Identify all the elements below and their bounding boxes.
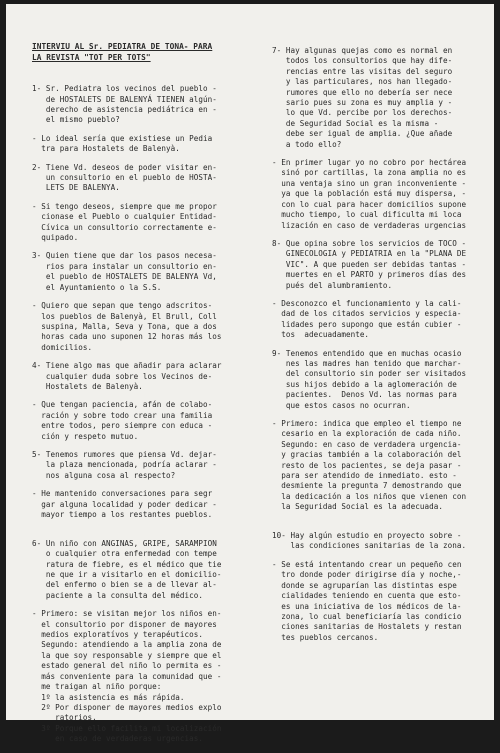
text-line: la dedicación a los niños que vienen con <box>272 491 467 501</box>
left-paragraph <box>32 450 258 481</box>
text-line: rumores que ello no debería ser nece <box>272 87 453 97</box>
left-paragraph <box>32 301 258 353</box>
left-column <box>32 42 258 753</box>
text-line: 9- Tenemos entendido que en muchas ocasio <box>272 348 462 358</box>
right-paragraph <box>272 158 480 231</box>
left-paragraph <box>32 134 258 155</box>
text-line <box>32 528 258 538</box>
text-line: donde se agruparían las distintas espe <box>272 580 457 590</box>
text-line: ratura de fiebre, es el médico que tie <box>32 559 222 569</box>
text-line: sus hijos debido a la aglomeración de <box>272 379 457 389</box>
left-paragraph <box>32 528 258 601</box>
text-line: mayor tiempo a los restantes pueblos. <box>32 510 213 519</box>
left-paragraph <box>32 361 258 392</box>
text-line: ción y respeto mutuo. <box>32 431 139 441</box>
text-line: del enfermo o bien se a de llevar al- <box>32 580 217 590</box>
text-line: ya que la población está muy dispersa, - <box>272 189 467 199</box>
text-line: el Ayuntamiento o la S.S. <box>32 282 162 292</box>
text-line <box>272 521 480 531</box>
text-line: tos adecuadamente. <box>272 330 370 340</box>
text-line: 6- Un niño con ANGINAS, GRIPE, SARAMPION <box>32 538 217 548</box>
left-paragraphs <box>32 84 258 744</box>
right-paragraph <box>272 299 480 341</box>
text-line: tro donde poder dirigirse día y noche,- <box>272 570 462 580</box>
text-line: domicilios. <box>32 342 93 352</box>
text-line: debe ser igual de amplia. ¿Que añade <box>272 129 453 139</box>
text-line: entre todos, pero siempre con educa - <box>32 421 213 431</box>
right-paragraph <box>272 239 480 291</box>
text-line: 7- Hay algunas quejas como es normal en <box>272 46 453 55</box>
text-line: todos los consultorios que hay dife- <box>272 56 453 66</box>
text-line: dad de los citados servicios y especia- <box>272 309 462 319</box>
text-line: ración y sobre todo crear una familia <box>32 410 213 420</box>
text-line: - Primero: indica que empleo el tiempo ne <box>272 419 462 428</box>
text-line: 4- Tiene algo mas que añadir para aclarar <box>32 361 222 371</box>
text-line: - He mantenido conversaciones para segr <box>32 489 213 499</box>
title-line: LA REVISTA "TOT PER TOTS" <box>32 52 151 62</box>
text-line: cesario en la exploración de cada niño. <box>272 429 462 439</box>
text-line: más conveniente para la comunidad que - <box>32 671 222 681</box>
text-line: la plaza mencionada, podría aclarar - <box>32 460 217 470</box>
text-line: cualquier duda sobre los Vecinos de- <box>32 371 213 381</box>
text-line: horas cada uno suponen 12 horas más los <box>32 332 222 342</box>
text-line: nes las madres han tenido que marchar- <box>272 358 462 368</box>
text-line: ciones sanitarias de Hostalets y restan <box>272 622 462 632</box>
text-line: 2- Tiene Vd. deseos de poder visitar en- <box>32 162 217 172</box>
text-line: - Lo ideal sería que existiese un Pedia <box>32 133 213 143</box>
text-line: Hostalets de Balenyà. <box>32 381 143 391</box>
text-line: que estos casos no ocurran. <box>272 400 411 410</box>
text-line: 1º la asistencia es más rápida. <box>32 692 185 702</box>
text-line: 8- Que opina sobre los servicios de TOCO - <box>272 238 467 248</box>
text-line: los pueblos de Balenyà, El Brull, Coll <box>32 311 217 321</box>
text-line: 3- Quien tiene que dar los pasos necesa- <box>32 251 217 261</box>
text-line: el mismo pueblo? <box>32 115 120 125</box>
text-line: nos alguna cosa al respecto? <box>32 470 176 480</box>
text-line: de Seguridad Social es la misma - <box>272 118 439 128</box>
text-line: me traigan al niño porque: <box>32 682 162 692</box>
text-line: 3º Porque ello facilita mi localización <box>32 723 222 733</box>
text-line: y las particulares, nos han llegado- <box>272 77 453 87</box>
text-line: cionase el Pueblo o cualquier Entidad- <box>32 212 217 222</box>
text-line: el consultorio por disponer de mayores <box>32 619 217 629</box>
text-line: con lo cual para hacer domicilios supone <box>272 199 467 209</box>
text-line: es una iniciativa de los médicos de la- <box>272 601 462 611</box>
text-line: estado general del niño lo permita es - <box>32 661 222 671</box>
text-line: rios para instalar un consultorio en- <box>32 261 217 271</box>
left-paragraph <box>32 84 258 126</box>
text-line: - Que tengan paciencia, afán de colabo- <box>32 400 213 410</box>
text-line: Cívica un consultorio correctamente e- <box>32 222 217 232</box>
text-line: tes pueblos cercanos. <box>272 632 379 642</box>
text-line: resto de los pacientes, se deja pasar - <box>272 460 462 470</box>
title-line: INTERVIU AL Sr. PEDIATRA DE TONA- PARA <box>32 42 213 51</box>
right-paragraph <box>272 349 480 411</box>
text-line: ne que ir a visitarlo en el domicilio- <box>32 570 222 580</box>
text-line: tra para Hostalets de Balenyà. <box>32 144 180 154</box>
text-line: el pueblo de HOSTALETS DE BALENYA Vd, <box>32 272 217 282</box>
text-line: cialidades teniendo en cuenta que esto- <box>272 591 462 601</box>
text-line: - Desconozco el funcionamiento y la cali- <box>272 298 462 308</box>
text-line: desmiente la pregunta 7 demostrando que <box>272 481 462 491</box>
right-column <box>272 46 480 651</box>
left-paragraph <box>32 251 258 293</box>
text-line: lo que Vd. percibe por los derechos- <box>272 108 453 118</box>
text-line: la que soy responsable y siempre que el <box>32 650 222 660</box>
right-paragraph <box>272 521 480 552</box>
text-line: pacientes. Denos Vd. las normas para <box>272 390 457 400</box>
text-line: 10- Hay algún estudio en proyecto sobre - <box>272 531 462 541</box>
text-line: - Se está intentando crear un pequeño cen <box>272 559 462 569</box>
text-line: - Si tengo deseos, siempre que me propor <box>32 201 217 211</box>
text-line: medios exploratívos y terapéuticos. <box>32 630 204 640</box>
right-paragraph <box>272 46 480 150</box>
text-line: - En primer lugar yo no cobro por hectárea <box>272 158 467 168</box>
text-line: LETS DE BALENYA. <box>32 183 120 193</box>
text-line: lización en caso de verdaderas urgencias <box>272 220 467 230</box>
text-line: las condiciones sanitarias de la zona. <box>272 541 467 551</box>
text-line: - Primero: se visitan mejor los niños en- <box>32 609 222 619</box>
text-line: de HOSTALETS DE BALENYÁ TIENEN algún- <box>32 94 217 104</box>
text-line: paciente a la consulta del médico. <box>32 590 204 600</box>
text-line: la Seguridad Social es la adecuada. <box>272 502 444 512</box>
left-paragraph <box>32 202 258 244</box>
text-line: 1- Sr. Pediatra los vecinos del pueblo - <box>32 84 217 94</box>
text-line: rencias entre las visitas del seguro <box>272 66 453 76</box>
text-line: zona, lo cual beneficiaría las condicio <box>272 611 462 621</box>
text-line: derecho de asistencia pediátrica en - <box>32 105 217 114</box>
text-line: en caso de verdaderas urgencias. <box>32 734 204 744</box>
document-page <box>6 4 494 744</box>
right-paragraph <box>272 419 480 513</box>
text-line: Segundo: atendiendo a la amplia zona de <box>32 640 222 650</box>
text-line: y gracias también a la colaboración del <box>272 450 462 460</box>
text-line: gar alguna localidad y poder dedicar - <box>32 499 217 509</box>
text-line: 2º Por disponer de mayores medios explo <box>32 702 222 712</box>
text-line: una ventaja sino un gran inconveniente - <box>272 178 467 188</box>
text-line: del consultorio sin poder ser visitados <box>272 369 467 379</box>
text-line: suspina, Malla, Seva y Tona, que a dos <box>32 321 217 331</box>
left-paragraph <box>32 163 258 194</box>
left-paragraph <box>32 609 258 744</box>
text-line: un consultorio en el pueblo de HOSTA- <box>32 173 217 183</box>
text-line: muertes en el PARTO y primeros días des <box>272 270 467 280</box>
right-paragraphs <box>272 46 480 643</box>
text-line: pués del alumbramiento. <box>272 280 393 290</box>
text-line: VIC". A que pueden ser debidas tantas - <box>272 259 467 269</box>
text-line: Segundo: en caso de verdadera urgencia- <box>272 439 462 449</box>
text-line: - Quiero que sepan que tengo adscritos- <box>32 301 213 311</box>
text-line: quipado. <box>32 233 79 243</box>
left-paragraph <box>32 489 258 520</box>
text-line: mucho tiempo, lo cual dificulta mi loca <box>272 210 462 220</box>
text-line: ratorios. <box>32 713 97 723</box>
text-line: o cualquier otra enfermedad con tempe <box>32 549 217 559</box>
text-line: 5- Tenemos rumores que piensa Vd. dejar- <box>32 449 217 459</box>
text-line: sario pues su zona es muy amplia y - <box>272 98 453 108</box>
text-line: sinó por cartillas, la zona amplia no es <box>272 168 467 178</box>
document-title <box>32 42 258 63</box>
text-line: GINECOLOGIA y PEDIATRIA en la "PLANA DE <box>272 249 467 259</box>
text-line: a todo ello? <box>272 139 342 149</box>
right-paragraph <box>272 560 480 643</box>
left-paragraph <box>32 400 258 442</box>
text-line: para ser atendido de inmediato. esto - <box>272 471 457 481</box>
text-line: lidades pero supongo que están cubier - <box>272 319 462 329</box>
